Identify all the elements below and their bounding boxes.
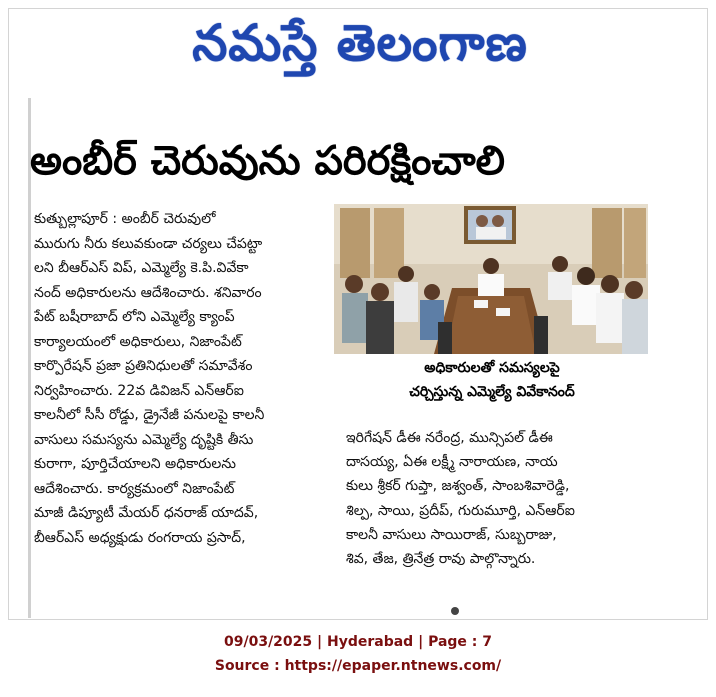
body-line: లని బీఆర్ఎస్ విప్, ఎమ్మెల్యే కె.పి.వివేకా [34,260,249,276]
meeting-photo [334,204,648,354]
body-line: మురుగు నీరు కలువకుండా చర్యలు చేపట్టా [34,235,263,252]
footer-dateline: 09/03/2025 | Hyderabad | Page : 7 [223,634,493,650]
body-line: ఆదేశించారు. కార్యక్రమంలో నిజాంపేట్ [34,480,235,497]
footer-source[interactable]: Source : https://epaper.ntnews.com/ [214,658,502,674]
body-line: మాజీ డిప్యూటీ మేయర్ ధనరాజ్ యాదవ్, [34,505,259,521]
article-headline: అంబీర్ చెరువును పరిరక్షించాలి [30,138,505,184]
body-line: కురాగా, పూర్తిచేయాలని అధికారులను [34,456,236,472]
body-line: నంద్ అధికారులను ఆదేశించారు. శనివారం [34,284,262,301]
article-body-left [34,207,330,550]
section-dot [451,607,459,615]
body-line: దాసయ్య, ఏఈ లక్ష్మీ నారాయణ, నాయ [346,454,558,471]
body-line: కుత్బుల్లాపూర్ : అంబీర్ చెరువులో [34,211,216,227]
body-line: కార్యాలయంలో అధికారులు, నిజాంపేట్ [34,333,242,350]
body-line: కాలనీలో సీసీ రోడ్డు, డ్రైనేజీ పనులపై కాలనీ [34,407,265,423]
body-line: నిర్వహించారు. 22వ డివిజన్ ఎన్ఆర్ఐ [34,382,244,399]
body-line: కులు శ్రీకర్ గుప్తా, జశ్వంత్, సాంబశివారెడ్డి, [346,478,570,495]
meeting-photo-illustration [334,204,648,354]
caption-line: చర్చిస్తున్న ఎమ్మెల్యే వివేకానంద్ [409,384,575,400]
body-line: శిల్ప, సాయి, ప్రదీప్, గురుమూర్తి, ఎన్ఆర్ఐ [346,502,575,519]
body-line: వాసులు సమస్యను ఎమ్మెల్యే దృష్టికి తీసు [34,431,254,448]
masthead-logo: నమస్తే తెలంగాణ [192,14,528,72]
body-line: పేట్ బషీరాబాద్ లోని ఎమ్మెల్యే క్యాంప్ [34,309,235,325]
caption-line: అధికారులతో సమస్యలపై [424,360,560,376]
body-line: కాలనీ వాసులు సాయిరాజ్, సుబ్బరాజు, [346,526,557,543]
body-line: శివ, తేజ, త్రినేత్ర రావు పాల్గొన్నారు. [346,551,536,568]
article-body-right [346,426,646,571]
body-line: ఇరిగేషన్ డీఈ నరేంద్ర, మున్సిపల్ డీఈ [346,430,553,446]
body-line: బీఆర్ఎస్ అధ్యక్షుడు రంగరాయ ప్రసాద్, [34,529,246,546]
photo-caption [340,356,644,404]
body-line: కార్పొరేషన్ ప్రజా ప్రతినిధులతో సమావేశం [34,358,253,374]
